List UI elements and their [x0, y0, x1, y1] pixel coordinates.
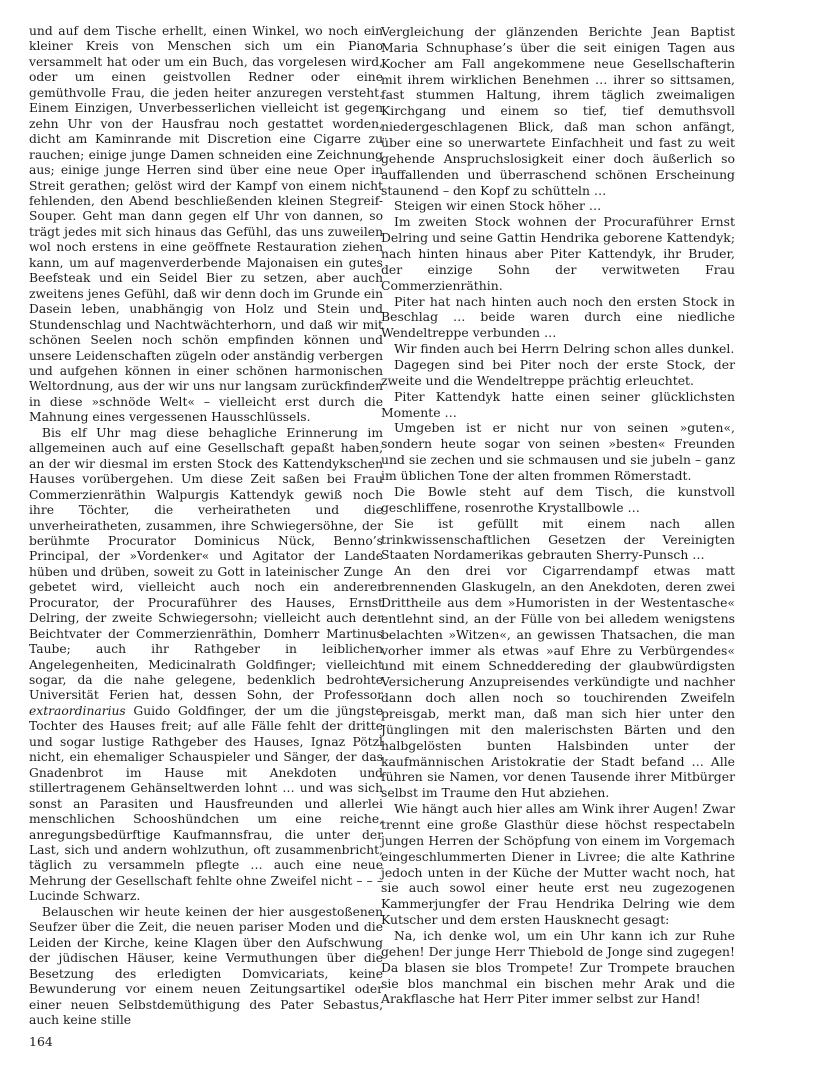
paragraph: [29, 426, 383, 905]
page-number: 164: [29, 1034, 53, 1049]
paragraph: Steigen wir einen Stock höher …: [394, 198, 602, 214]
paragraph-text: Guido Goldfinger, der um die jüngste Tochter des Hauses freit; auf alle Fälle fehlt der dritte und sogar lustige Rathgeber des Hauses, Ignaz Pötzl nicht, ein ehemaliger Schauspieler und Sänger, der das Gnadenbrot im Hause mit Anekdoten und stillertragenem Gehänseltwerden lohnt … und was sich sonst an Parasiten und Hausfreunden und allerlei menschlichen Schooshündchen um eine reiche, anregungsbedürftige Kaufmannsfrau, die unter der Last, sich und andern wohlzuthun, oft zusammenbricht, täglich zu versammeln pflegte … auch eine neue Mehrung der Gesellschaft fehlte ohne Zweifel nicht – – – Lucinde Schwarz.: [29, 703, 383, 904]
paragraph: Dagegen sind bei Piter noch der erste Stock, der zweite und die Wendeltreppe prächtig erleuchtet.: [381, 357, 735, 388]
paragraph: Wie hängt auch hier alles am Wink ihrer Augen! Zwar trennt eine große Glasthür diese höchst respectabeln jungen Herren der Schöpfung von einem im Vorgemach eingeschlummerten Diener in Livree; die alte Kathrine jedoch unten in der Küche der Mutter wacht noch, hat sie auch sowol einer heute erst neu zugezogenen Kammerjungfer der Frau Hendrika Delring wie dem Kutscher und dem ersten Hausknecht gesagt:: [381, 801, 735, 928]
paragraph: Na, ich denke wol, um ein Uhr kann ich zur Ruhe gehen! Der junge Herr Thiebold de Jonge sind zugegen! Da blasen sie blos Trompete! Zur Trompete brauchen sie blos manchmal ein bischen mehr Arak und die Arakflasche hat Herr Piter immer selbst zur Hand!: [381, 927, 735, 1007]
paragraph: Belauschen wir heute keinen der hier ausgestoßenen Seufzer über die Zeit, die neuen pariser Moden und die Leiden der Kirche, keine Klagen über den Aufschwung der jüdischen Häuser, keine Vermuthungen über die Besetzung des erledigten Domvicariats, keine Bewunderung vor einem neuen Zeitungsartikel oder einer neuen Selbstdemüthigung des Pater Sebastus, auch keine stille: [29, 904, 383, 1027]
paragraph: Im zweiten Stock wohnen der Procuraführer Ernst Delring und seine Gattin Hendrika geborene Kattendyk; nach hinten hinaus aber Piter Kattendyk, ihr Bruder, der einzige Sohn der verwitweten Frau Commerzienräthin.: [381, 214, 735, 293]
paragraph: Wir finden auch bei Herrn Delring schon alles dunkel.: [394, 341, 735, 357]
paragraph: Umgeben ist er nicht nur von seinen »guten«, sondern heute sogar von seinen »besten« Freunden und sie zechen und sie schmausen und sie jubeln – ganz im üblichen Tone der alten frommen Römerstadt.: [381, 420, 735, 484]
paragraph-text: Bis elf Uhr mag diese behagliche Erinnerung im allgemeinen auch auf eine Gesellschaft gepaßt haben, an der wir diesmal im ersten Stock des Kattendykschen Hauses vorübergehen. Um diese Zeit saßen bei Frau Commerzienräthin Walpurgis Kattendyk gewiß noch ihre Töchter, die verheiratheten und die unverheiratheten, zusammen, ihre Schwiegersöhne, der berühmte Procurator Dominicus Nück, Benno’s Principal, der »Vordenker« und Agitator der Lande hüben und drüben, soweit zu Gott in lateinischer Zunge gebetet wird, vielleicht auch noch ein anderer Procurator, der Procuraführer des Hauses, Ernst Delring, der zweite Schwiegersohn; vielleicht auch der Beichtvater der Commerzienräthin, Domherr Martinus Taube; auch ihr Rathgeber in leiblichen Angelegenheiten, Medicinalrath Goldfinger; vielleicht sogar, da die nahe gelegene, bedenklich bedrohte Universität Ferien hat, dessen Sohn, der Professor: [29, 425, 383, 703]
paragraph: Piter hat nach hinten auch noch den ersten Stock in Beschlag … beide waren durch eine niedliche Wendeltreppe verbunden …: [381, 293, 735, 341]
paragraph: An den drei vor Cigarrendampf etwas matt brennenden Glaskugeln, an den Anekdoten, deren zwei Drittheile aus dem »Humoristen in der Westentasche« entlehnt sind, an der Fülle von bei alledem wenigstens belachten »Witzen«, an gewissen Thatsachen, die man vorher immer als etwas »auf Ehre zu Verbürgendes« und mit einem Schneddereding der glaubwürdigsten Versicherung Anzupreisendes verkündigte und nachher dann doch allen noch so touchirenden Zweifeln preisgab, merkt man, daß man sich hier unter den Jünglingen mit den malerischsten Bärten und den halbgelösten bunten Halsbinden unter der kaufmännischen Aristokratie der Stadt befand … Alle führen sie Namen, vor denen Tausende ihrer Mitbürger selbst im Traume den Hut abziehen.: [381, 563, 735, 801]
paragraph: Sie ist gefüllt mit einem nach allen trinkwissenschaftlichen Gesetzen der Vereinigten Staaten Nordamerikas gebrauten Sherry-Punsch …: [381, 515, 735, 563]
paragraph: Die Bowle steht auf dem Tisch, die kunstvoll geschliffene, rosenrothe Krystallbowle …: [381, 483, 735, 515]
paragraph: und auf dem Tische erhellt, einen Winkel, wo noch ein kleiner Kreis von Menschen sich um ein Piano versammelt hat oder um ein Buch, das vorgelesen wird, oder um einen geistvollen Redner oder eine gemüthvolle Frau, die jeden heiter anzuregen versteht. Einem Einzigen, Unverbesserlichen vielleicht ist gegen zehn Uhr von der Hausfrau noch gestattet worden, dicht am Kaminrande mit Discretion eine Cigarre zu rauchen; einige junge Damen schneiden eine Zeichnung aus; einige junge Herren sind über eine neue Oper in Streit gerathen; gelöst wird der Kampf von einem nicht fehlenden, den Abend beschließenden kleinen Stegreif-Souper. Geht man dann gegen elf Uhr von dannen, so trägt jedes mit sich hinaus das Gefühl, das uns zuweilen wol noch erstens in eine geöffnete Restauration ziehen kann, um auf magenverderbende Majonaisen ein gutes Beefsteak und ein Seidel Bier zu setzen, aber auch zweitens jenes Gefühl, daß wir denn doch im Grunde ein Dasein leben, unabhängig von Holz und Stein und Stundenschlag und Nachtwächterhorn, und daß wir mit schönen Seelen noch schön empfinden können und unsere Leidenschaften zügeln oder anständig verbergen und aufgehen können in einer schönen harmonischen Weltordnung, aus der wir uns nur langsam zurückfinden in diese »schnöde Welt« – vielleicht erst durch die Mahnung eines vergessenen Hausschlüssels.: [29, 24, 384, 425]
right-column: [381, 24, 735, 1007]
paragraph: Vergleichung der glänzenden Berichte Jean Baptist Maria Schnuphase’s über die seit einigen Tagen aus Kocher am Fall angekommene neue Gesellschafterin mit ihrem wirklichen Benehmen … ihrer so sittsamen, fast stummen Haltung, ihrem täglich zweimaligen Kirchgang und einem so tief, tief demuthsvoll niedergeschlagenen Blick, daß man schon anfängt, über eine so unerwartete Einfachheit und fast zu weit gehende Anspruchslosigkeit einer doch äußerlich so auffallenden und überraschend schönen Erscheinung staunend – den Kopf zu schütteln …: [381, 24, 735, 198]
emphasis-text: extraordinarius: [29, 703, 126, 718]
left-column: [29, 24, 383, 1028]
paragraph: Piter Kattendyk hatte einen seiner glücklichsten Momente …: [381, 388, 735, 420]
